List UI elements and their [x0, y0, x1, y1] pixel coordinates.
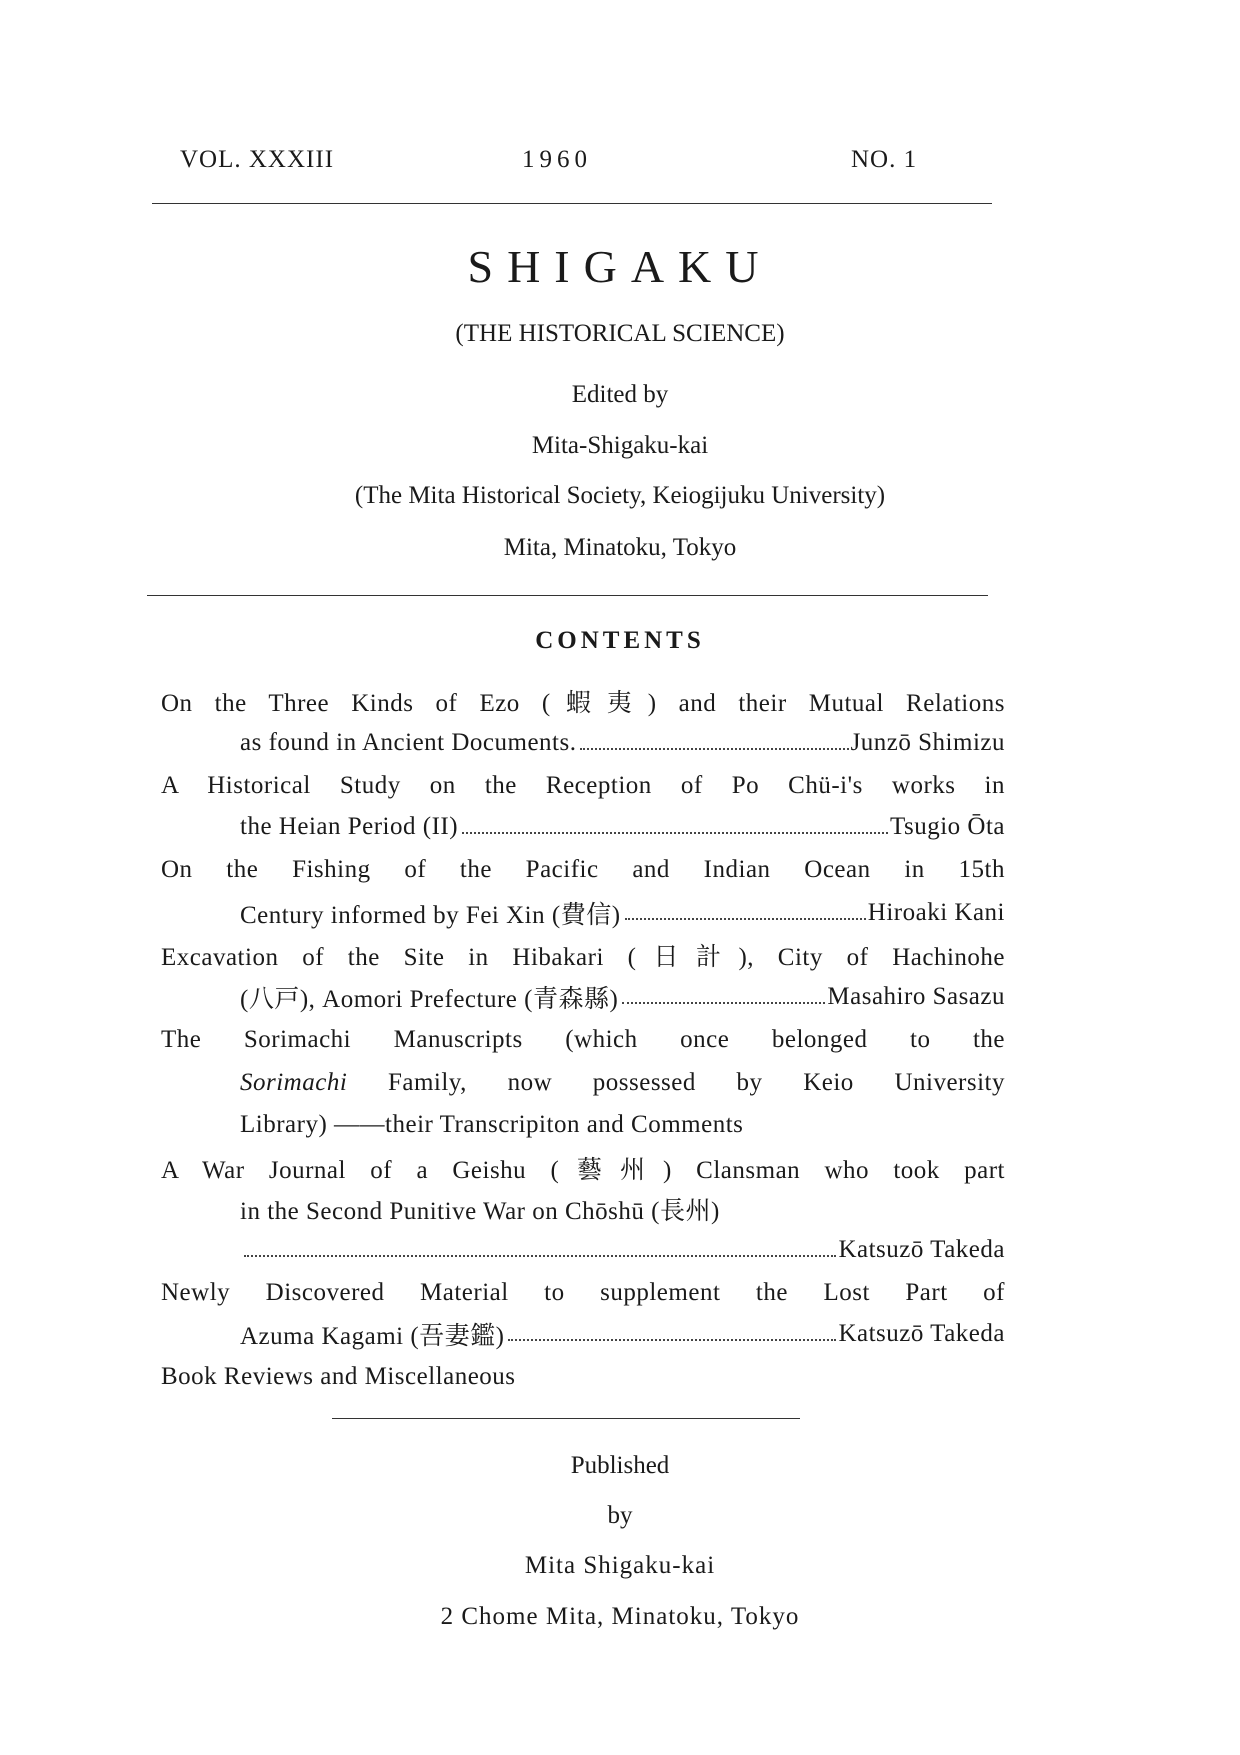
article-title: in the Second Punitive War on Chōshū (長州): [240, 1198, 720, 1225]
published-label: Published: [570, 1452, 670, 1479]
article-author: Masahiro Sasazu: [827, 983, 1005, 1010]
editor-full-name: (The Mita Historical Society, Keiogijuku University): [354, 482, 886, 509]
article-title: On the Fishing of the Pacific and Indian Ocean in 15th: [161, 856, 1005, 883]
article-title: [240, 1069, 1005, 1097]
divider: [147, 595, 988, 596]
contents-line: [161, 939, 1005, 971]
issue-number: NO. 1: [851, 146, 918, 173]
article-author: Tsugio Ōta: [889, 813, 1005, 840]
article-title: Newly Discovered Material to supplement the Lost Part of: [161, 1279, 1005, 1306]
contents-line: [240, 727, 1005, 759]
contents-line: [240, 1067, 1005, 1099]
article-title: A Historical Study on the Reception of Po Chü-i's works in: [161, 772, 1005, 799]
article-author: Katsuzō Takeda: [838, 1236, 1005, 1263]
volume-number: VOL. XXXIII: [180, 146, 335, 173]
contents-line: [161, 1277, 1005, 1309]
dot-leader: [244, 1255, 836, 1257]
contents-line: [240, 981, 1005, 1013]
year: 1960: [522, 146, 592, 173]
article-title: Book Reviews and Miscellaneous: [161, 1363, 516, 1390]
contents-line: [161, 1361, 1005, 1393]
journal-subtitle: (THE HISTORICAL SCIENCE): [455, 320, 785, 347]
article-title: Century informed by Fei Xin (費信): [240, 902, 621, 929]
italic-text: Sorimachi: [240, 1069, 348, 1096]
article-title: Library) ——their Transcripiton and Comments: [240, 1111, 744, 1138]
divider: [152, 203, 992, 204]
article-title: (八戸), Aomori Prefecture (青森縣): [240, 986, 619, 1013]
contents-line: [161, 770, 1005, 802]
article-title: Excavation of the Site in Hibakari (日計), City of Hachinohe: [161, 944, 1005, 971]
dot-leader: [622, 1002, 825, 1004]
article-author: Hiroaki Kani: [867, 899, 1005, 926]
dot-leader: [625, 918, 866, 920]
edited-by: Edited by: [571, 381, 669, 408]
contents-line: [161, 685, 1005, 717]
editor-address: Mita, Minatoku, Tokyo: [503, 534, 737, 561]
contents-line: [240, 811, 1005, 843]
contents-heading: CONTENTS: [535, 627, 705, 654]
article-title: as found in Ancient Documents.: [240, 729, 577, 756]
divider: [332, 1418, 800, 1419]
article-title: Azuma Kagami (吾妻鑑): [240, 1323, 505, 1350]
article-author: Junzō Shimizu: [850, 729, 1005, 756]
article-author: Katsuzō Takeda: [838, 1320, 1005, 1347]
dot-leader: [580, 748, 848, 750]
publisher-address: 2 Chome Mita, Minatoku, Tokyo: [440, 1603, 800, 1630]
contents-line: [240, 897, 1005, 929]
contents-line: [161, 1152, 1005, 1184]
contents-line: [240, 1193, 1005, 1225]
editor: Mita-Shigaku-kai: [531, 432, 709, 459]
article-title: On the Three Kinds of Ezo (蝦夷) and their Mutual Relations: [161, 690, 1005, 717]
publisher-name: Mita Shigaku-kai: [524, 1552, 716, 1579]
contents-line: [240, 1234, 1005, 1266]
article-title: A War Journal of a Geishu (藝州) Clansman who took part: [161, 1157, 1005, 1184]
title-text: Family, now possessed by Keio University: [347, 1069, 1005, 1096]
contents-line: [161, 854, 1005, 886]
journal-title: SHIGAKU: [467, 241, 773, 292]
contents-line: [240, 1318, 1005, 1350]
article-title: the Heian Period (II): [240, 813, 459, 840]
contents-line: [240, 1109, 1005, 1141]
dot-leader: [462, 832, 888, 834]
by-label: by: [607, 1502, 633, 1529]
contents-line: [161, 1024, 1005, 1056]
article-title: The Sorimachi Manuscripts (which once belonged to the: [161, 1026, 1005, 1053]
dot-leader: [508, 1339, 836, 1341]
